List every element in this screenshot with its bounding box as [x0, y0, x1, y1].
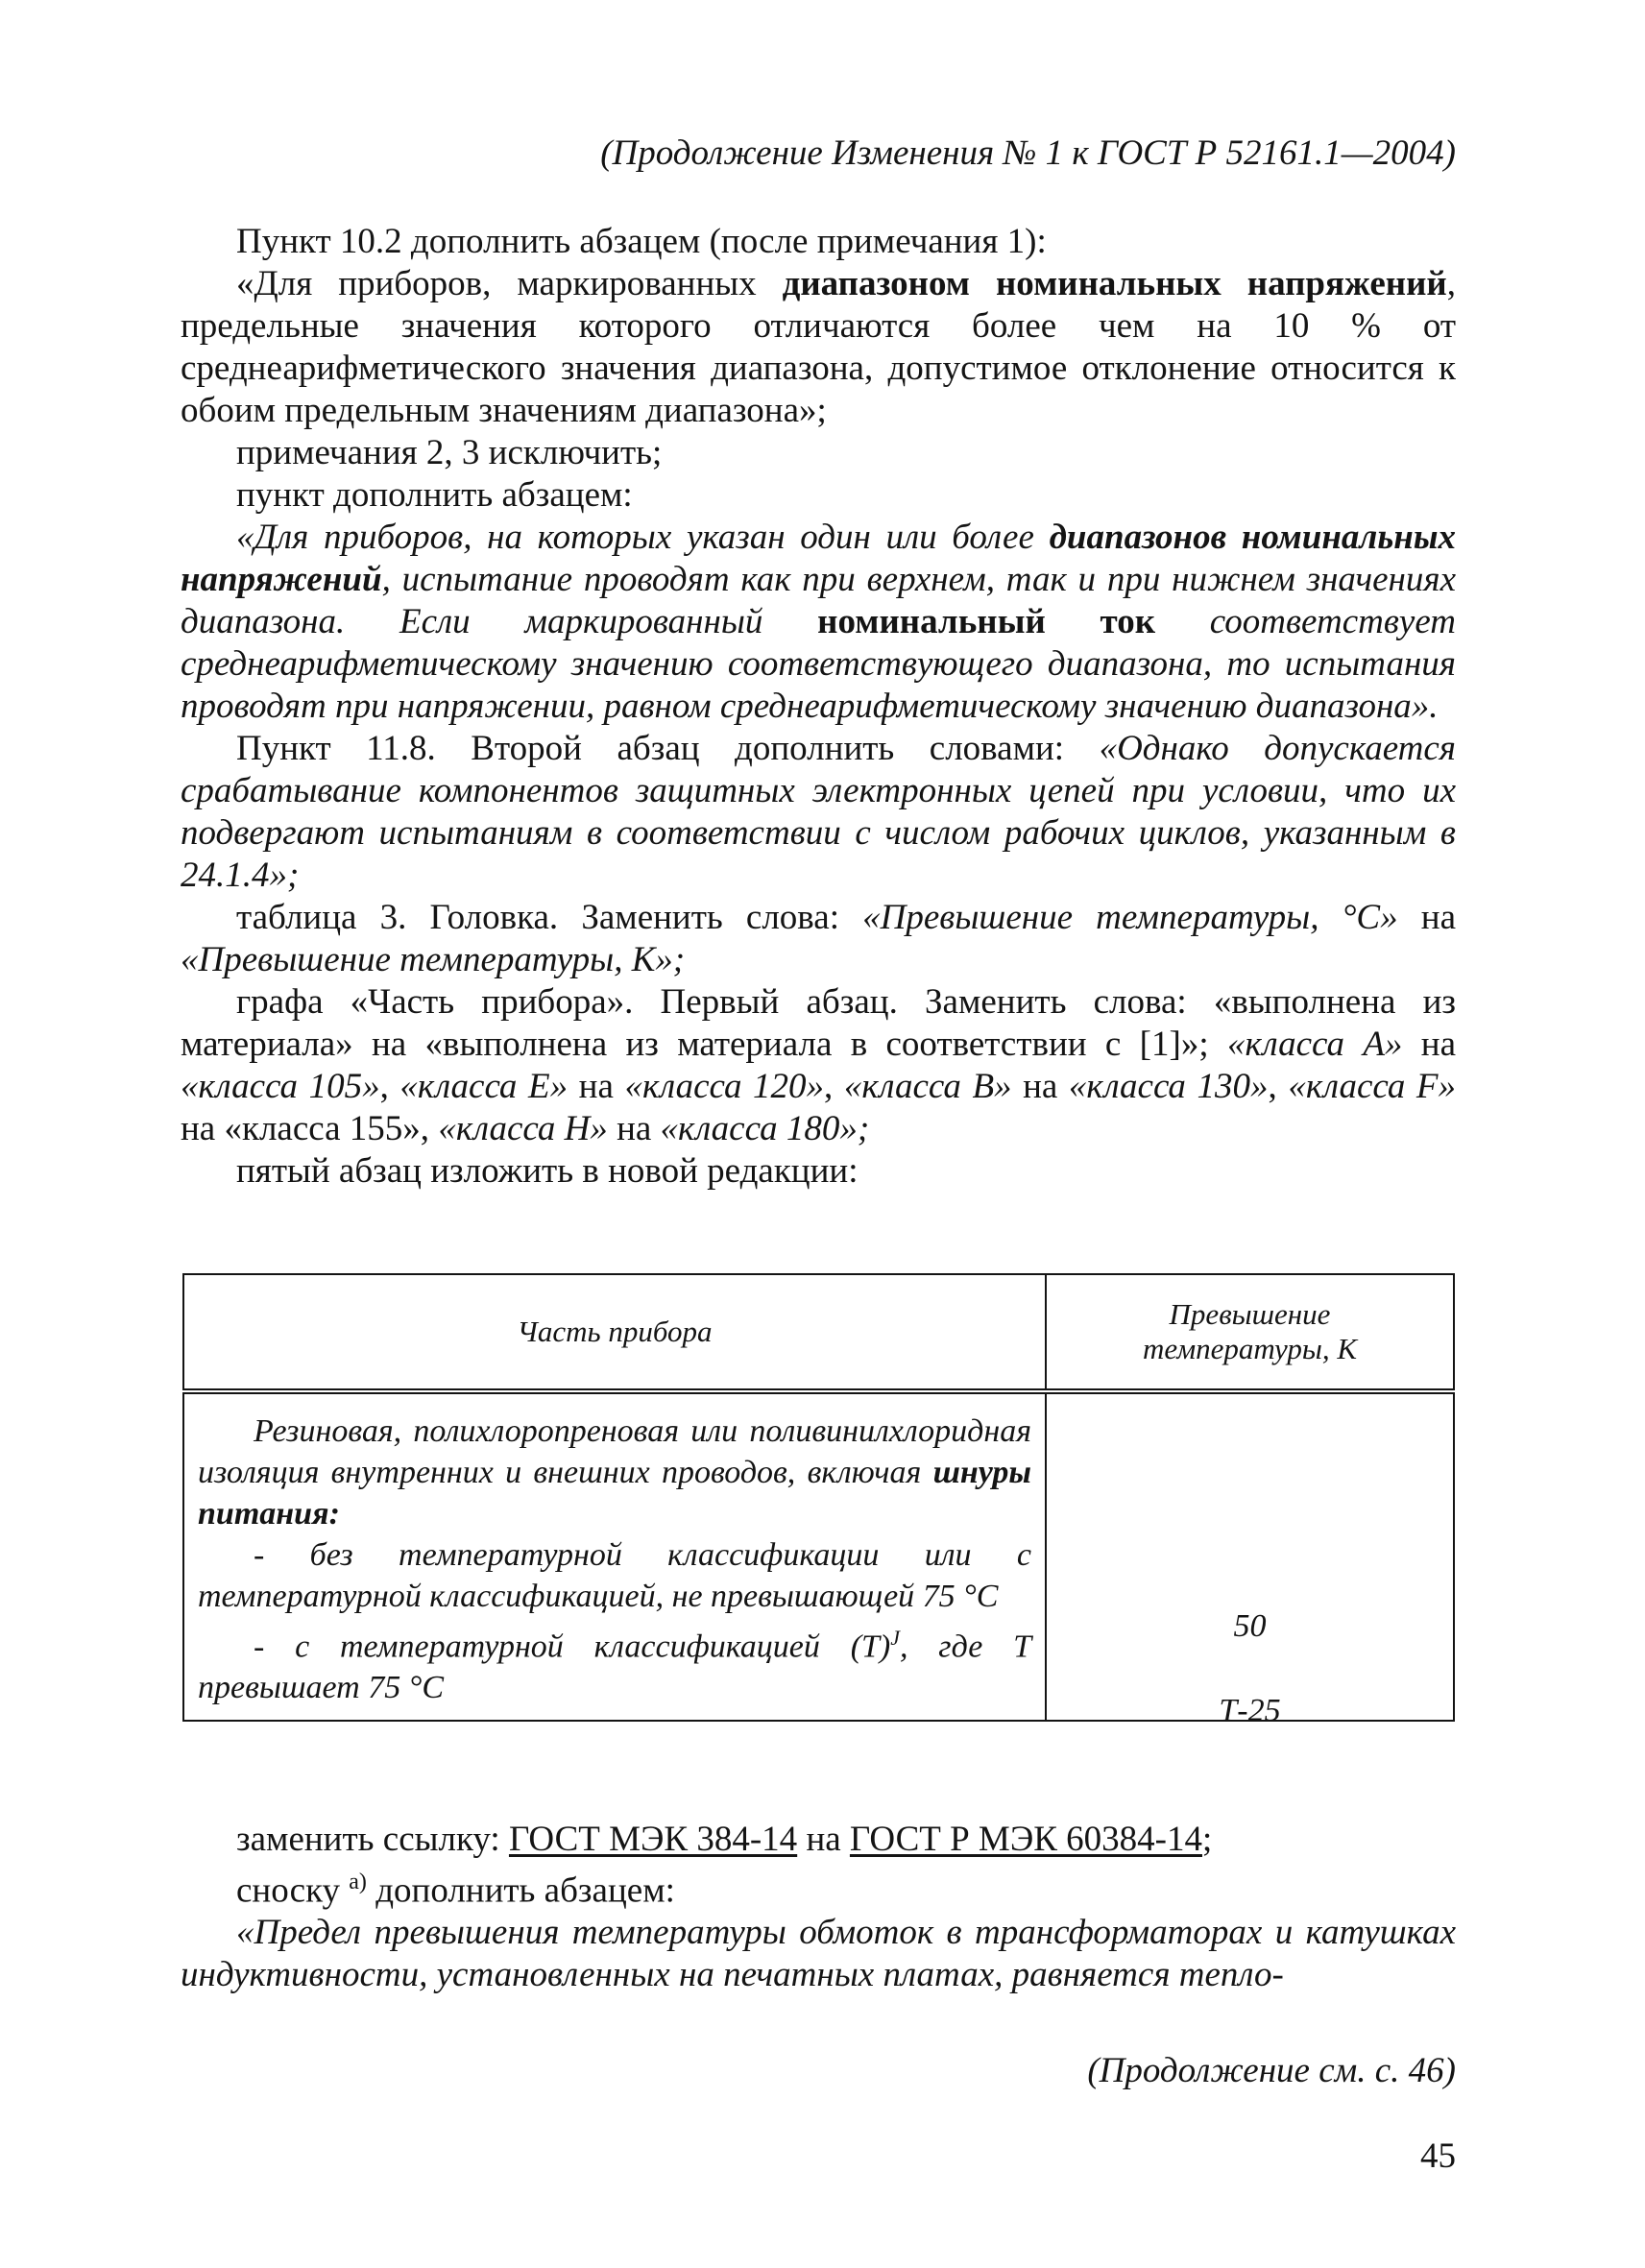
paragraph-range-voltage: «Для приборов, маркированных диапазоном номинальных напряжений, предельные значения которого отличаются более чем на 10 % от среднеарифметического значения диапазона, допустимое отклонение относится к обоим предельным значениям диапазона»; [181, 264, 1456, 430]
paragraph-graph-part: графа «Часть прибора». Первый абзац. Заменить слова: «выполнена из материала» на «выполнена из материала в соответствии с [1]»; «класса А» на «класса 105», «класса Е» на «класса 120», «класса В» на «класса 130», «класса F» на «класса 155», «класса Н» на «класса 180»; [181, 982, 1456, 1148]
reference-new: ГОСТ Р МЭК 60384-14 [849, 1820, 1202, 1859]
paragraph-add-abzac: пункт дополнить абзацем: [236, 475, 633, 515]
body-text-block-2 [181, 1819, 1456, 1996]
table-row [183, 1391, 1454, 1721]
paragraph-italic-ranges: «Для приборов, на которых указан один или более диапазонов номинальных напряжений, испытание проводят как при верхнем, так и при нижнем значениях диапазона. Если маркированный номинальный ток соответствует среднеарифметическому значению соответствующего диапазона, то испытания проводят при напряжении, равном среднеарифметическому значению диапазона». [181, 518, 1456, 726]
continuation-header: (Продолжение Изменения № 1 к ГОСТ Р 52161.1—2004) [600, 133, 1456, 173]
paragraph-footnote: сноску $^{а)}$ дополнить абзацем: [236, 1870, 675, 1911]
table-header-row [183, 1274, 1454, 1391]
body-text-block-1 [181, 221, 1456, 1193]
reference-old: ГОСТ МЭК 384-14 [508, 1820, 798, 1859]
value-t-25: Т-25 [1219, 1693, 1281, 1728]
part-description-cell [183, 1391, 1046, 1721]
row-item-2: - с температурной классификацией $(Т)^J$, где Т превышает 75 °С [198, 1626, 1031, 1706]
row-item-1: - без температурной классификации или с температурной классификацией, не превышающей 75 °С [198, 1537, 1031, 1614]
paragraph-fifth-abzac: пятый абзац изложить в новой редакции: [236, 1151, 859, 1191]
row-intro: Резиновая, полихлоропреновая или поливинилхлоридная изоляция внутренних и внешних проводов, включая шнуры питания: [198, 1413, 1031, 1532]
bold-italic-term: диапазонов номинальных напряжений [181, 518, 1456, 599]
temperature-table [182, 1273, 1455, 1728]
bold-term: диапазоном номинальных напряжений [782, 264, 1447, 303]
bold-italic-term: шнуры питания: [198, 1455, 1031, 1532]
paragraph-notes-exclude: примечания 2, 3 исключить; [236, 433, 663, 472]
page-number: 45 [1420, 2136, 1456, 2176]
paragraph-table3-head: таблица 3. Головка. Заменить слова: «Превышение температуры, °С» на «Превышение температуры, К»; [181, 898, 1457, 979]
continuation-footer: (Продолжение см. с. 46) [1087, 2051, 1456, 2090]
value-cell [1046, 1391, 1454, 1728]
paragraph-replace-ref: заменить ссылку: ГОСТ МЭК 384-14 на ГОСТ Р МЭК 60384-14; [236, 1820, 1213, 1859]
paragraph-10-2: Пункт 10.2 дополнить абзацем (после примечания 1): [236, 222, 1047, 261]
paragraph-11-8: Пункт 11.8. Второй абзац дополнить словами: «Однако допускается срабатывание компонентов защитных электронных цепей при условии, что их подвергают испытаниям в соответствии с числом рабочих циклов, указанным в 24.1.4»; [181, 729, 1456, 895]
header-temperature-rise: Превышение температуры, К [1046, 1274, 1454, 1391]
header-part-of-appliance: Часть прибора [183, 1274, 1046, 1391]
value-50: 50 [1233, 1608, 1267, 1644]
bold-term: номинальный ток [817, 602, 1156, 641]
paragraph-winding-limit: «Предел превышения температуры обмоток в трансформаторах и катушках индуктивности, установленных на печатных платах, равняется тепло- [181, 1913, 1456, 1995]
